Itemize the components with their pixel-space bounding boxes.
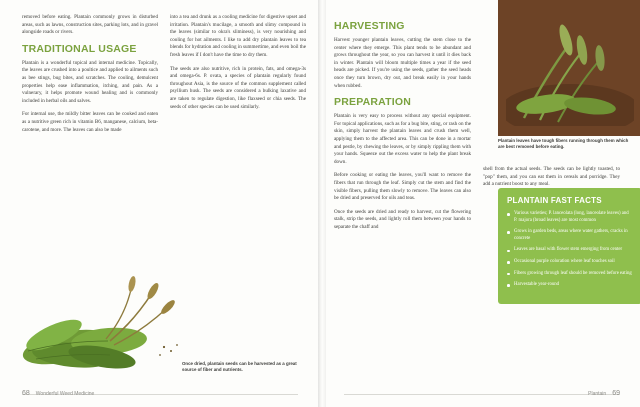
fast-facts-list (507, 211, 633, 289)
left-page-columns (22, 14, 306, 140)
fast-facts-box (498, 188, 640, 304)
list-item: Various varieties; P. lanceolata (long, lanceolate leaves) and P. majora (broad leaves) are most common (507, 211, 633, 224)
list-item: Fibers growing through leaf should be removed before eating (507, 271, 633, 278)
paragraph: removed before eating. Plantain commonly grows in disturbed areas, such as lawns, construction sites, parking lots, and in gravel alongside roads or rivers. (22, 14, 158, 36)
seedhead-illustration-icon (506, 6, 634, 126)
footer-label: Wonderful Weed Medicine (35, 390, 95, 397)
paragraph: Plantain is a wonderful topical and internal medicine. Topically, the leaves are crushed into a poultice and applied to ailments such as bee stings, bug bites, and scratches. The cooling, demulcent properties help ease inflammation, itching, and pain. As a vulnerary, it helps promote wound healing and is commonly included in herbal oils and salves. (22, 59, 158, 104)
list-item: Occasional purple coloration where leaf touches soil (507, 259, 633, 266)
paragraph: Plantain is very easy to process without any special equipment. For topical applications, such as for a bug bite, sting, or rash on the skin, simply harvest the plantain leaves and crush them well, applying them to the affected area. This can be done in a mortar and pestle, by chewing the leaves, or by simply rippling them with your hands. Squeeze out the excess water to help the plant break down. (334, 113, 471, 165)
right-page-footer (588, 390, 620, 397)
page-number: 68 (22, 390, 30, 397)
section-heading-preparation: PREPARATION (334, 96, 412, 109)
footer-rule (344, 394, 620, 395)
paragraph: Once the seeds are dried and ready to harvest, cut the flowering stalk, strip the seeds, and lightly roll them between your hands to separate the chaff and (334, 208, 471, 230)
fast-facts-title: PLANTAIN FAST FACTS (507, 196, 602, 205)
photo-caption: Once dried, plantain seeds can be harvested as a great source of fiber and nutrients. (182, 360, 297, 372)
paragraph: Harvest younger plantain leaves, cutting the stem close to the center where they emerge. This plant tends to be abundant and grows throughout the year, so you can harvest it until it dies back in winter. Plantain will bloom multiple times a year if the seed heads are picked. If you're using the seeds, gather the seed heads once they turn brown, dry out, and break easily in your hands when rubbed. (334, 37, 471, 89)
left-column-1 (22, 14, 158, 140)
plantain-seedhead-photo (498, 0, 640, 136)
paragraph: The seeds are also nutritive, rich in protein, fats, and omega-3s and omega-6s. P. ovata, a species of plantain regularly found throughout Asia, is the source of the common supplement called psyllium husk. The seeds are considered a bulking laxative and are taken to regulate digestion, like flaxseed or chia seeds. The seeds of other species can be used similarly. (170, 65, 306, 110)
list-item: Harvestable year-round (507, 282, 633, 289)
section-heading-traditional-usage: TRADITIONAL USAGE (22, 42, 137, 55)
paragraph: Before cooking or eating the leaves, you'll want to remove the fibers that run through the leaf. Simply cut the stem and find the visible fibers, pulling them slowly to remove. The leaves can also be dried and preserved for oils and teas. (334, 172, 471, 202)
left-column-2 (170, 14, 306, 140)
right-page (320, 0, 640, 407)
plantain-leaf-photo (14, 275, 204, 371)
plantain-illustration-icon (14, 275, 204, 371)
footer-label: Plantain (588, 390, 607, 397)
list-item: Grows in garden beds, areas where water gathers, cracks in concrete (507, 229, 633, 242)
page-number: 69 (612, 390, 620, 397)
list-item: Leaves are basal with flower stem emerging from center (507, 247, 633, 254)
left-page-footer (22, 390, 94, 397)
section-heading-harvesting: HARVESTING (334, 20, 405, 32)
paragraph: shell from the actual seeds. The seeds can be lightly toasted, to "pop" them, and you can eat them in cereals and porridge. They add a nutrient boost to any meal. (483, 166, 620, 188)
image-caption: Plantain leaves have tough fibers running through them which are best removed before eating. (498, 138, 629, 150)
right-column-1 (334, 14, 471, 237)
paragraph: For internal use, the mildly bitter leaves can be cooked and eaten as a nutritive green rich in vitamin B6, manganese, calcium, beta-carotene, and more. The leaves can also be made (22, 111, 158, 133)
paragraph: into a tea and drunk as a cooling medicine for digestive upset and irritation. Plantain's mucilage, a smooth and slimy compound in the leaves (similar to okra's sliminess), is very nourishing and cooling for hot ailments. I like to add dry plantain leaves to tea blends for hydration and cooling in summertime, and even boil the fresh leaves if I don't have the time to dry them. (170, 14, 306, 58)
